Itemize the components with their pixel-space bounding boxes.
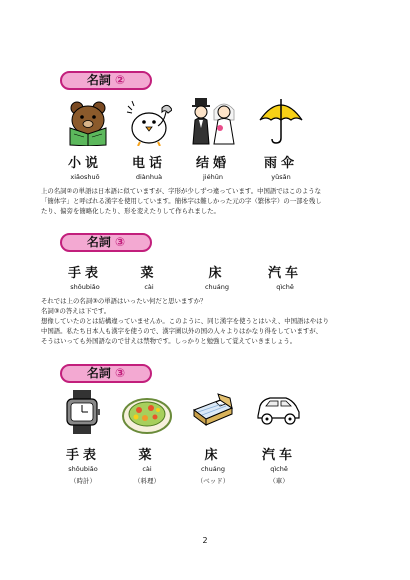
paragraph-line: たり、偏旁を簡略化したり、形を変えたりして作られました。 [41,207,220,215]
section2-badge-number: ③ [115,235,126,249]
section3-badge-number: ③ [115,366,126,380]
word-pinyin: shǒubiǎo [70,283,100,291]
word-pinyin: shǒubiǎo [68,465,98,473]
word-hanzi: 汽车 [261,448,296,463]
paragraph-line: 中国語。私たち日本人も漢字を使うので、漢字圏以外の国の人々よりはかなり得をしていますが、 [41,327,323,335]
word-pinyin: yǔsǎn [271,173,291,181]
section1-word-1 [50,152,120,181]
section2-badge [60,233,152,252]
bed-icon [190,392,234,430]
word-hanzi: 汽车 [267,266,302,281]
section1-paragraph [41,186,376,216]
section3-word-1 [48,444,118,485]
section1-badge-label: 名詞 [86,73,111,87]
paragraph-line: そうはいっても外国語なので甘えは禁物です。しっかりと勉強して覚えていきましょう。 [41,337,297,345]
umbrella-icon [258,98,304,146]
food-plate-icon [122,390,172,436]
word-hanzi: 结婚 [195,156,230,171]
section2-word-4 [250,262,320,291]
section2-word-3 [182,262,252,291]
word-pinyin: xiǎoshuō [70,173,100,181]
wristwatch-icon [62,390,102,434]
paragraph-line: 名詞③の答えは下です。 [41,307,111,315]
section2-badge-label: 名詞 [86,235,111,249]
word-hanzi: 手表 [65,448,100,463]
word-hanzi: 手表 [67,266,102,281]
word-pinyin: chuáng [204,283,230,291]
section2-paragraph [41,296,376,346]
car-icon [254,392,302,428]
paragraph-line: 想像していたのとは結構違っていませんか。このように、同じ漢字を使うとはいえ、中国語はやはり [41,317,329,325]
word-pinyin: cài [142,465,152,473]
section1-word-4 [246,152,316,181]
paragraph-line: 「簡体字」と呼ばれる漢字を使用しています。簡体字は難しかった元の字（繁体字）の一部を残し [41,197,322,205]
section2-word-2 [114,262,184,291]
section3-word-2 [112,444,182,485]
section3-word-4 [244,444,314,485]
word-hanzi: 菜 [140,266,158,281]
word-pinyin: jiéhūn [203,173,223,181]
word-japanese-meaning: （車） [269,477,289,485]
section2-word-1 [50,262,120,291]
word-pinyin: chuáng [200,465,226,473]
paragraph-line: 上の名詞②の単語は日本語に似ていますが、字形が少しずつ違っています。中国語ではこのような [41,187,322,195]
section3-badge-label: 名詞 [86,366,111,380]
word-japanese-meaning: （時計） [70,477,96,485]
section3-badge [60,364,152,383]
section1-badge [60,71,152,90]
word-hanzi: 小说 [67,156,102,171]
paragraph-line: それでは上の名詞③の単語はいったい何だと思いますか？ [41,297,207,305]
word-pinyin: qìchē [276,283,294,291]
word-hanzi: 雨伞 [263,156,298,171]
word-hanzi: 床 [204,448,222,463]
word-hanzi: 电话 [131,156,166,171]
wedding-couple-icon [190,96,236,146]
section1-badge-number: ② [115,73,126,87]
section1-word-3 [178,152,248,181]
word-japanese-meaning: （料理） [134,477,160,485]
word-pinyin: cài [144,283,154,291]
word-japanese-meaning: （ベッド） [196,477,230,485]
bear-reading-book-icon [66,100,110,146]
page-number: 2 [202,536,208,545]
word-pinyin: diànhuà [135,173,163,181]
section3-word-3 [178,444,248,485]
section1-word-2 [114,152,184,181]
word-hanzi: 床 [208,266,226,281]
word-hanzi: 菜 [138,448,156,463]
chick-telephone-icon [126,98,172,146]
word-pinyin: qìchē [270,465,288,473]
